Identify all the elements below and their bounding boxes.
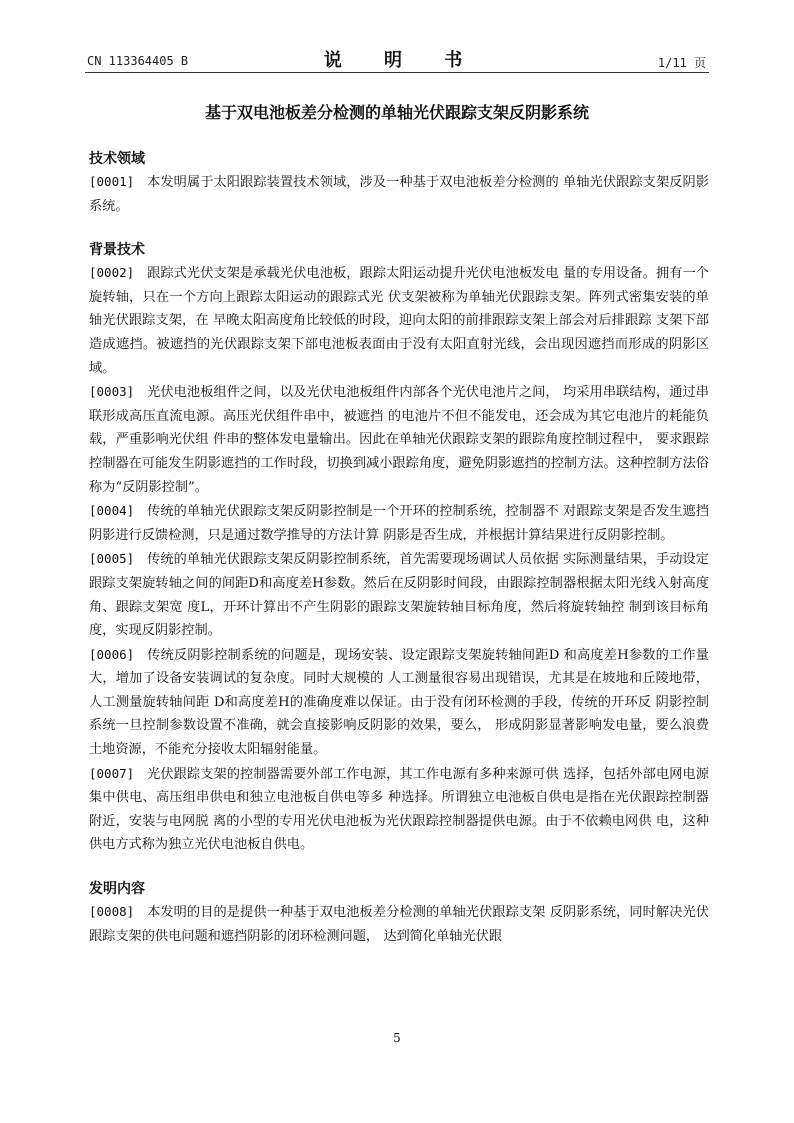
paragraph-number: [0004]: [89, 503, 135, 519]
document-body: [89, 148, 709, 948]
paragraph-0007: [89, 762, 709, 857]
paragraph-text: 本发明的目的是提供一种基于双电池板差分检测的单轴光伏跟踪支架 反阴影系统，同时解决光伏跟踪支架的供电问题和遮挡阴影的闭环检测问题， 达到简化单轴光伏跟: [89, 905, 709, 944]
page-indicator: 1/11 页: [657, 56, 706, 70]
section-spacer: [89, 218, 709, 239]
paragraph-0005: [89, 547, 709, 642]
header-title: 说 明 书: [323, 50, 481, 71]
section-heading-background: 背景技术: [89, 242, 145, 259]
paragraph-text: 传统反阴影控制系统的问题是，现场安装、设定跟踪支架旋转轴间距D 和高度差H参数的工作量大，增加了设备安装调试的复杂度。同时大规模的 人工测量很容易出现错误，尤其是在坡地和丘陵地带，人工测量旋转轴间距 D和高度差H的准确度难以保证。由于没有闭环检测的手段，传统的开环反 阴影控制系统一旦控制参数设置不准确，就会直接影响反阴影的效果，要么， 形成阴影显著影响发电量，要么浪费土地资源，不能充分接收太阳辐射能量。: [89, 647, 709, 758]
paragraph-0003: [89, 380, 709, 499]
paragraph-text: 传统的单轴光伏跟踪支架反阴影控制是一个开环的控制系统，控制器不 对跟踪支架是否发生遮挡阴影进行反馈检测，只是通过数学推导的方法计算 阴影是否生成，并根据计算结果进行反阴影控制。: [89, 504, 709, 543]
section-heading-summary: 发明内容: [89, 881, 145, 898]
paragraph-text: 光伏跟踪支架的控制器需要外部工作电源，其工作电源有多种来源可供 选择，包括外部电网电源集中供电、高压组串供电和独立电池板自供电等多 种选择。所谓独立电池板自供电是指在光伏跟踪控制器附近，安装与电网脱 离的小型的专用光伏电池板为光伏跟踪控制器提供电源。由于不依赖电网供 电，这种供电方式称为独立光伏电池板自供电。: [89, 766, 709, 853]
paragraph-0002: [89, 261, 709, 380]
paragraph-number: [0002]: [89, 265, 135, 281]
paragraph-number: [0003]: [89, 384, 135, 400]
paragraph-0001: [89, 170, 709, 218]
paragraph-number: [0005]: [89, 551, 135, 567]
paragraph-number: [0001]: [89, 174, 135, 189]
page-number: 5: [393, 1031, 401, 1045]
section-heading-technical-field: 技术领域: [89, 151, 145, 167]
header-divider: [85, 72, 709, 73]
paragraph-number: [0006]: [89, 646, 135, 662]
paragraph-0006: [89, 643, 709, 762]
section-spacer: [89, 857, 709, 878]
paragraph-number: [0008]: [89, 904, 135, 920]
paragraph-text: 光伏电池板组件之间，以及光伏电池板组件内部各个光伏电池片之间， 均采用串联结构，通过串联形成高压直流电源。高压光伏组件串中，被遮挡 的电池片不但不能发电，还会成为其它电池片的耗能负载，严重影响光伏组 件串的整体发电量输出。因此在单轴光伏跟踪支架的跟踪角度控制过程中， 要求跟踪控制器在可能发生阴影遮挡的工作时段，切换到减小跟踪角度，避免阴影遮挡的控制方法。这种控制方法俗称为“反阴影控制”。: [89, 385, 709, 495]
paragraph-text: 本发明属于太阳跟踪装置技术领域，涉及一种基于双电池板差分检测的 单轴光伏跟踪支架反阴影系统。: [89, 175, 709, 214]
paragraph-text: 传统的单轴光伏跟踪支架反阴影控制系统，首先需要现场调试人员依据 实际测量结果，手动设定跟踪支架旋转轴之间的间距D和高度差H参数。然后在反阴影时间段，由跟踪控制器根据太阳光线入射高度角、跟踪支架宽 度L，开环计算出不产生阴影的跟踪支架旋转轴目标角度，然后将旋转轴控 制到该目标角度，实现反阴影控制。: [89, 552, 709, 639]
paragraph-0008: [89, 900, 709, 948]
document-title: 基于双电池板差分检测的单轴光伏跟踪支架反阴影系统: [204, 103, 589, 122]
patent-number: CN 113364405 B: [87, 54, 189, 68]
paragraph-number: [0007]: [89, 765, 135, 781]
paragraph-0004: [89, 499, 709, 547]
paragraph-text: 跟踪式光伏支架是承载光伏电池板，跟踪太阳运动提升光伏电池板发电 量的专用设备。拥有一个旋转轴，只在一个方向上跟踪太阳运动的跟踪式光 伏支架被称为单轴光伏跟踪支架。阵列式密集安装的单轴光伏跟踪支架，在 早晚太阳高度角比较低的时段，迎向太阳的前排跟踪支架上部会对后排跟踪 支架下部造成遮挡。被遮挡的光伏跟踪支架下部电池板表面由于没有太阳直射光线，会出现因遮挡而形成的阴影区域。: [89, 266, 709, 376]
